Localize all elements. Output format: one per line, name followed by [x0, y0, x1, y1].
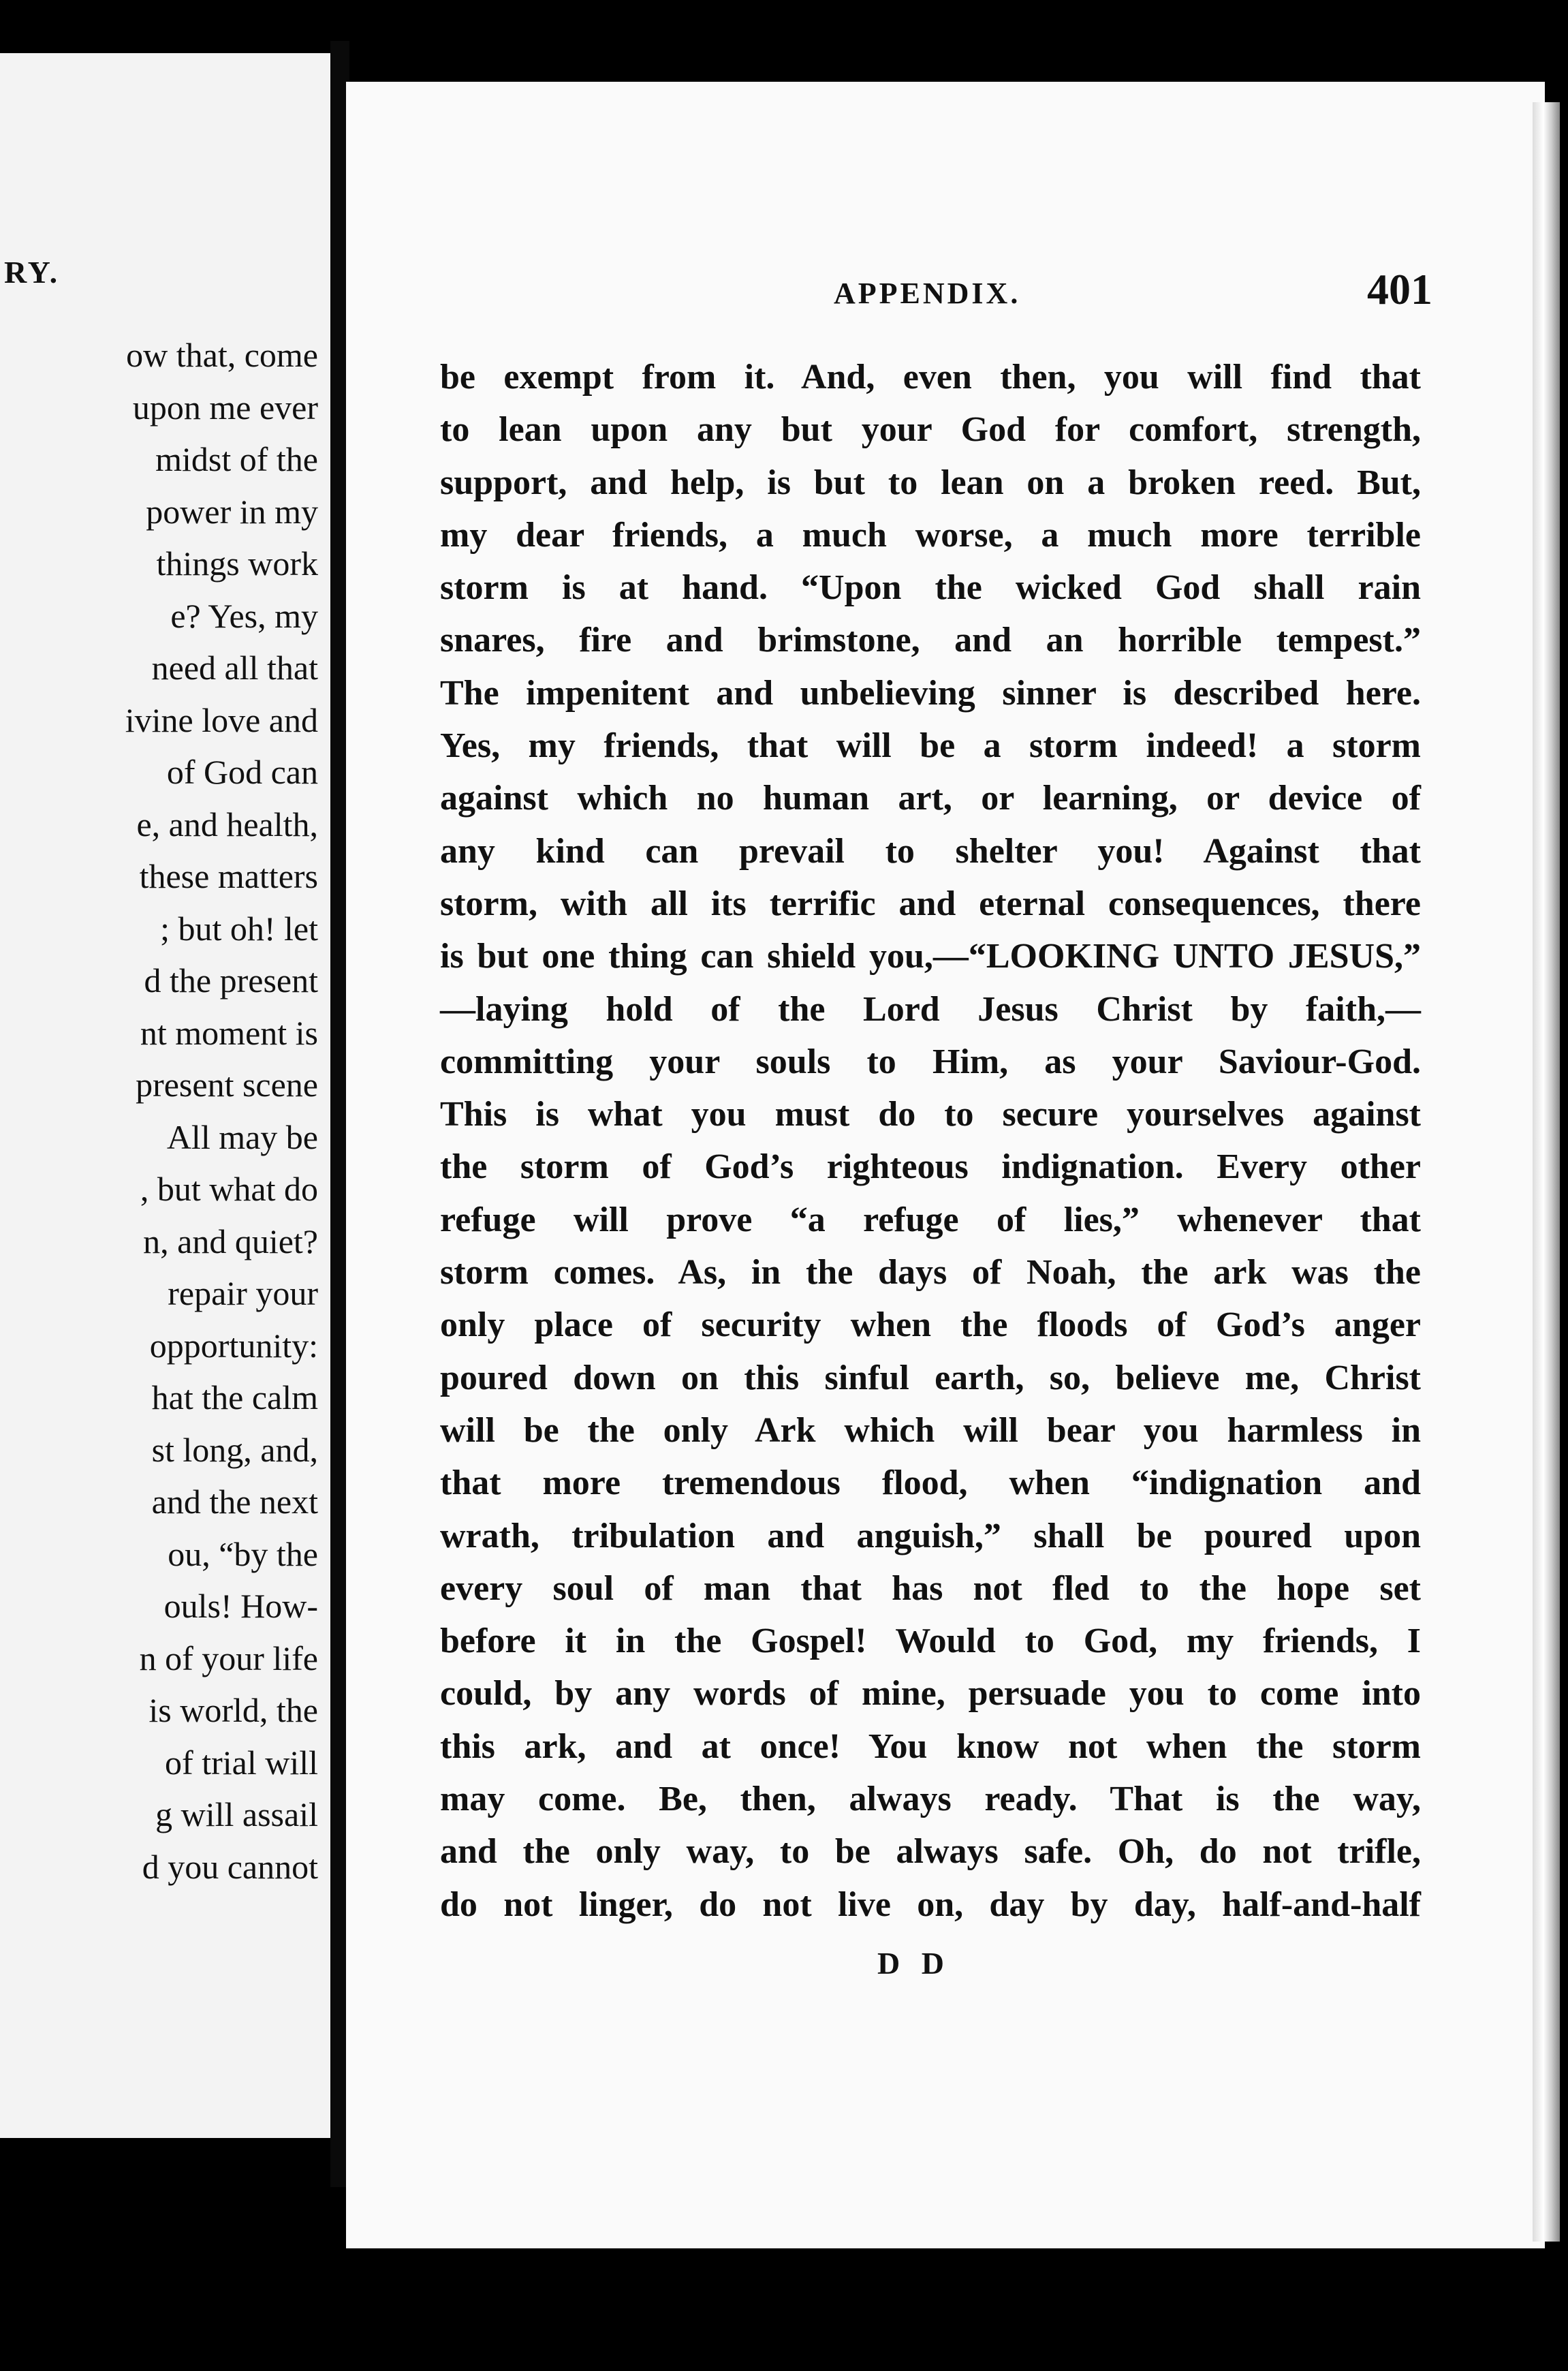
previous-page-line: power in my	[146, 492, 318, 531]
previous-page-line: things work	[156, 544, 318, 583]
text-line: storm, with all its terrific and eternal consequences, there	[440, 884, 1421, 923]
previous-page	[0, 53, 330, 2138]
text-line: wrath, tribulation and anguish,” shall be poured upon	[440, 1516, 1421, 1555]
previous-page-line: of God can	[166, 753, 318, 791]
text-line: snares, fire and brimstone, and an horrible tempest.”	[440, 621, 1421, 660]
page-number: 401	[1367, 265, 1432, 313]
previous-page-line: All may be	[166, 1117, 318, 1156]
previous-page-line: ; but oh! let	[160, 909, 318, 948]
text-line: any kind can prevail to shelter you! Against that	[440, 831, 1421, 871]
previous-page-line: these matters	[139, 857, 318, 895]
previous-page-line: ivine love and	[125, 700, 318, 739]
text-line: Yes, my friends, that will be a storm indeed! a storm	[440, 726, 1421, 766]
text-line: against which no human art, or learning, or device of	[440, 779, 1421, 818]
text-line: —laying hold of the Lord Jesus Christ by faith,—	[440, 989, 1421, 1029]
previous-page-line: repair your	[168, 1274, 318, 1312]
previous-page-line: d you cannot	[142, 1847, 318, 1886]
text-line: will be the only Ark which will bear you harmless in	[440, 1410, 1421, 1450]
text-line: storm is at hand. “Upon the wicked God shall rain	[440, 568, 1421, 608]
previous-page-line: g will assail	[155, 1795, 318, 1833]
text-line: This is what you must do to secure yourselves against	[440, 1095, 1421, 1134]
previous-page-line: nt moment is	[140, 1013, 318, 1052]
previous-page-line: ou, “by the	[168, 1534, 318, 1573]
text-line: storm comes. As, in the days of Noah, the ark was the	[440, 1253, 1421, 1292]
current-page	[346, 82, 1545, 2276]
previous-page-line: ow that, come	[126, 336, 318, 374]
previous-page-line: , but what do	[140, 1170, 318, 1208]
text-line: every soul of man that has not fled to the hope set	[440, 1568, 1421, 1608]
previous-page-line: midst of the	[155, 440, 318, 478]
text-line: may come. Be, then, always ready. That is the way,	[440, 1780, 1421, 1819]
text-line: be exempt from it. And, even then, you will find that	[440, 358, 1421, 397]
previous-page-line: opportunity:	[149, 1326, 318, 1365]
previous-page-line: e, and health,	[136, 805, 318, 843]
text-line: is but one thing can shield you,—“LOOKING UNTO JESUS,”	[440, 937, 1421, 976]
text-line: do not linger, do not live on, day by day, half-and-half	[440, 1885, 1421, 1924]
previous-page-text	[0, 329, 318, 1893]
text-line: refuge will prove “a refuge of lies,” whenever that	[440, 1200, 1421, 1239]
previous-page-line: is world, the	[148, 1691, 318, 1729]
text-line: my dear friends, a much worse, a much more terrible	[440, 515, 1421, 555]
previous-page-line: and the next	[151, 1483, 318, 1521]
text-line: and the only way, to be always safe. Oh, do not trifle,	[440, 1832, 1421, 1872]
previous-page-line: need all that	[151, 649, 318, 687]
printer-signature-mark: D D	[877, 1946, 951, 1981]
previous-page-line: st long, and,	[151, 1430, 318, 1469]
page-edges	[1533, 102, 1560, 2242]
text-line: this ark, and at once! You know not when the storm	[440, 1726, 1421, 1766]
previous-page-line: present scene	[136, 1066, 318, 1104]
previous-page-running-head: RY.	[4, 255, 60, 290]
text-line: The impenitent and unbelieving sinner is described here.	[440, 673, 1421, 713]
previous-page-line: d the present	[144, 961, 318, 999]
text-line: to lean upon any but your God for comfort, strength,	[440, 410, 1421, 450]
text-line: that more tremendous flood, when “indignation and	[440, 1463, 1421, 1503]
running-head: APPENDIX.	[834, 277, 1021, 310]
text-line: only place of security when the floods of God’s anger	[440, 1305, 1421, 1345]
previous-page-line: ouls! How-	[163, 1587, 318, 1625]
text-line: support, and help, is but to lean on a broken reed. But,	[440, 463, 1421, 502]
previous-page-line: of trial will	[165, 1743, 318, 1782]
text-line: before it in the Gospel! Would to God, my friends, I	[440, 1622, 1421, 1661]
page-body-text	[440, 351, 1421, 1931]
text-line: the storm of God’s righteous indignation. Every other	[440, 1147, 1421, 1187]
previous-page-line: n of your life	[139, 1639, 318, 1677]
scan-background	[320, 2248, 1568, 2371]
previous-page-line: e? Yes, my	[170, 596, 318, 635]
text-line: committing your souls to Him, as your Saviour-God.	[440, 1042, 1421, 1081]
text-line: poured down on this sinful earth, so, believe me, Christ	[440, 1358, 1421, 1397]
previous-page-line: upon me ever	[132, 388, 318, 427]
text-line: could, by any words of mine, persuade you to come into	[440, 1674, 1421, 1714]
previous-page-line: hat the calm	[151, 1378, 318, 1416]
previous-page-line: n, and quiet?	[143, 1222, 318, 1260]
